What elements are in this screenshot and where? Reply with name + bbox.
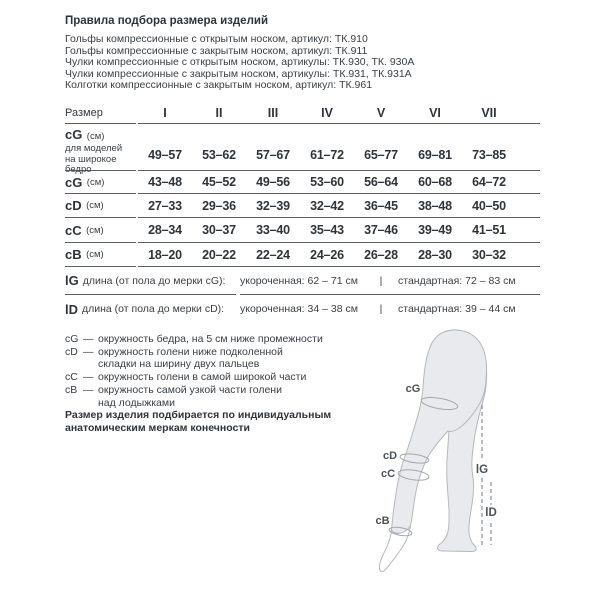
foot-silhouette bbox=[379, 526, 410, 571]
row-values bbox=[240, 295, 540, 323]
size-cell: 22–24 bbox=[256, 247, 290, 262]
product-line: Гольфы компрессионные с закрытым носком, артикул: ТК.911 bbox=[65, 44, 368, 57]
product-line: Чулки компрессионные с открытым носком, артикулы: ТК.930, ТК. 930А bbox=[65, 56, 415, 69]
size-cell: 61–72 bbox=[310, 148, 344, 162]
size-cell: 30–37 bbox=[202, 223, 236, 237]
size-column-header: VI bbox=[429, 105, 441, 120]
size-cell: 53–60 bbox=[310, 175, 344, 189]
size-cell: 69–81 bbox=[418, 148, 452, 162]
leg-measurement-figure bbox=[370, 325, 570, 575]
row-label: cG (см) bbox=[65, 171, 136, 194]
size-cell: 45–52 bbox=[202, 175, 236, 189]
figure-label-cg: cG bbox=[405, 383, 421, 395]
product-list bbox=[65, 34, 414, 92]
figure-label-cb: cB bbox=[375, 515, 390, 527]
size-cell: 37–46 bbox=[364, 223, 398, 237]
length-standard-value: стандартная: 72 – 83 см bbox=[398, 274, 516, 287]
divider: | bbox=[379, 303, 383, 315]
size-cell: 33–40 bbox=[256, 223, 290, 237]
figure-label-ld: lD bbox=[485, 507, 497, 519]
size-table-row-cb bbox=[65, 243, 540, 267]
size-cell: 26–28 bbox=[364, 247, 398, 262]
measurement-definitions bbox=[65, 333, 323, 409]
length-short-value: укороченная: 62 – 71 см bbox=[240, 274, 358, 287]
row-label: lD длина (от пола до мерки cD): bbox=[65, 301, 225, 317]
figure-label-lg: lG bbox=[475, 464, 489, 476]
row-values bbox=[138, 194, 540, 218]
size-cell: 40–50 bbox=[472, 198, 506, 213]
figure-label-cd: cD bbox=[382, 450, 398, 462]
size-cell: 20–22 bbox=[202, 247, 236, 262]
size-table-row-cc bbox=[65, 218, 540, 243]
definition-cg: cG — окружность бедра, на 5 см ниже промежности bbox=[65, 333, 323, 345]
size-table-row-cg-wide-hip bbox=[65, 124, 540, 176]
size-cell: 30–32 bbox=[472, 247, 506, 262]
size-cell: 49–56 bbox=[256, 175, 290, 189]
size-cell: 29–36 bbox=[202, 198, 236, 213]
length-row-ld bbox=[65, 295, 540, 323]
size-cell: 65–77 bbox=[364, 148, 398, 162]
size-cell: 49–57 bbox=[148, 148, 182, 162]
size-table-row-cd bbox=[65, 194, 540, 218]
product-line: Чулки компрессионные с закрытым носком, артикулы: ТК.931, ТК.931А bbox=[65, 67, 412, 80]
length-standard-value: стандартная: 39 – 44 см bbox=[398, 303, 516, 315]
size-cell: 28–30 bbox=[418, 247, 452, 262]
selection-note: Размер изделия подбирается по индивидуальным анатомическим меркам конечности bbox=[65, 409, 332, 434]
definition-cb: cB — окружность самой узкой части голени над лодыжками bbox=[65, 383, 282, 409]
size-column-header: V bbox=[376, 105, 386, 120]
definition-cc: cC — окружность голени в самой широкой части bbox=[65, 371, 307, 384]
row-label: lG длина (от пола до мерки cG): bbox=[65, 267, 236, 295]
size-cell: 57–67 bbox=[256, 148, 290, 162]
size-cell: 64–72 bbox=[472, 175, 506, 189]
size-table bbox=[65, 102, 540, 267]
length-short-value: укороченная: 34 – 38 см bbox=[240, 303, 358, 315]
row-values bbox=[138, 218, 540, 243]
length-row-lg bbox=[65, 267, 540, 295]
row-label: cC (см) bbox=[65, 218, 136, 243]
document-title: Правила подбора размера изделий bbox=[65, 15, 269, 27]
size-column-header: II bbox=[215, 105, 223, 120]
row-label: cG (см) для моделей на широкое бедро bbox=[65, 124, 136, 171]
row-values bbox=[138, 171, 540, 194]
definition-cd: cD — окружность голени ниже подколенной складки на ширину двух пальцев bbox=[65, 345, 283, 371]
row-label: cD (см) bbox=[65, 194, 136, 218]
size-cell: 28–34 bbox=[148, 223, 182, 237]
size-cell: 56–64 bbox=[364, 175, 398, 189]
size-cell: 35–43 bbox=[310, 223, 344, 237]
size-cell: 53–62 bbox=[202, 148, 236, 162]
row-values bbox=[240, 267, 540, 295]
size-cell: 39–49 bbox=[418, 223, 452, 237]
size-cell: 38–48 bbox=[418, 198, 452, 213]
row-label: cB (см) bbox=[65, 243, 136, 267]
size-cell: 18–20 bbox=[148, 247, 182, 262]
product-line: Гольфы компрессионные с открытым носком, артикул: ТК.910 bbox=[65, 33, 368, 45]
divider: | bbox=[379, 274, 383, 287]
size-column-header: IV bbox=[321, 105, 333, 120]
size-cell: 27–33 bbox=[148, 198, 182, 213]
size-cell: 32–39 bbox=[256, 198, 290, 213]
size-cell: 41–51 bbox=[472, 223, 506, 237]
size-cell: 60–68 bbox=[418, 175, 452, 189]
measure-code: cG (см) bbox=[65, 127, 105, 142]
size-table-columns bbox=[138, 102, 540, 124]
length-table bbox=[65, 267, 540, 323]
row-values bbox=[138, 124, 540, 171]
size-cell: 73–85 bbox=[472, 148, 506, 162]
product-line: Колготки компрессионные с закрытым носком, артикул: ТК.961 bbox=[65, 79, 373, 92]
row-values bbox=[138, 243, 540, 267]
size-table-corner-label: Размер bbox=[65, 102, 136, 124]
size-cell: 43–48 bbox=[148, 175, 182, 189]
size-column-header: III bbox=[267, 105, 279, 120]
size-table-header-row bbox=[65, 102, 540, 124]
size-column-header: I bbox=[163, 105, 167, 120]
size-cell: 24–26 bbox=[310, 247, 344, 262]
size-column-header: VII bbox=[481, 105, 497, 120]
size-cell: 32–42 bbox=[310, 198, 344, 213]
size-cell: 36–45 bbox=[364, 198, 398, 213]
size-table-row-cg bbox=[65, 171, 540, 194]
figure-label-cc: cC bbox=[380, 468, 396, 480]
